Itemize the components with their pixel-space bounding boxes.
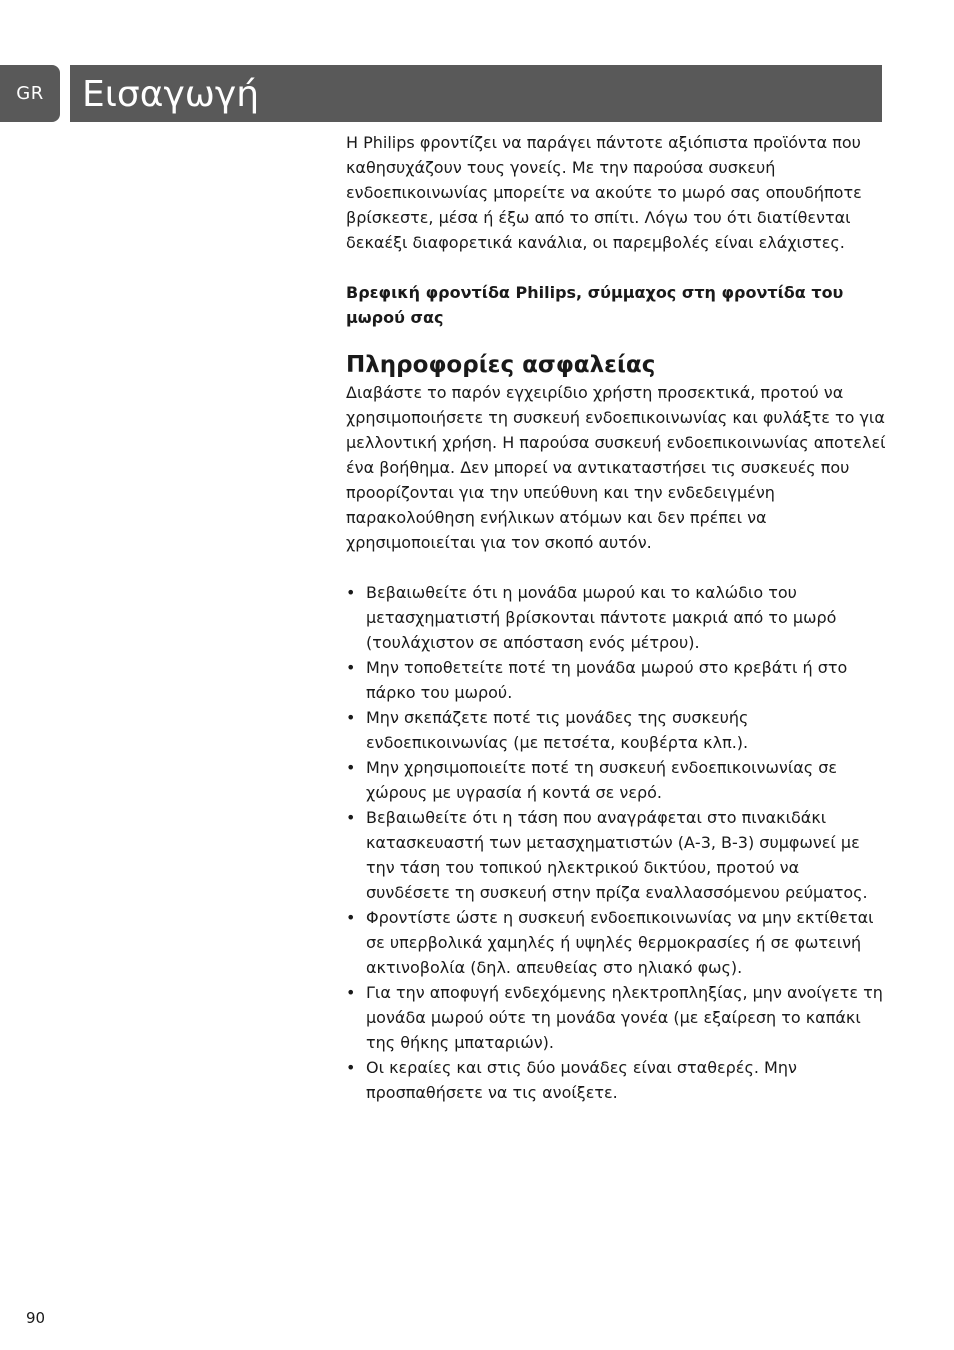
title-bar: [70, 65, 882, 122]
bullet-item: • Φροντίστε ώστε η συσκευή ενδοεπικοινωνίας να μην εκτίθεται σε υπερβολικά χαμηλές ή υψηλές θερμοκρασίες ή σε φωτεινή ακτινοβολία (δηλ. απευθείας στο ηλιακό φως).: [346, 905, 886, 980]
safety-intro-paragraph: Διαβάστε το παρόν εγχειρίδιο χρήστη προσεκτικά, προτού να χρησιμοποιήσετε τη συσκευή ενδοεπικοινωνίας και φυλάξτε το για μελλοντική χρήση. Η παρούσα συσκευή ενδοεπικοινωνίας αποτελεί ένα βοήθημα. Δεν μπορεί να αντικαταστήσει τις συσκευές που προορίζονται για την υπεύθυνη και την ενδεδειγμένη παρακολούθηση ενήλικων ατόμων και δεν πρέπει να χρησιμοποιείται για τον σκοπό αυτόν.: [346, 383, 886, 552]
page-title: Εισαγωγή: [82, 74, 260, 115]
bullet-item: • Μην σκεπάζετε ποτέ τις μονάδες της συσκευής ενδοεπικοινωνίας (με πετσέτα, κουβέρτα κλπ.).: [346, 705, 886, 755]
bullet-item: • Βεβαιωθείτε ότι η τάση που αναγράφεται στο πινακιδάκι κατασκευαστή των μετασχηματιστών (Α-3, Β-3) συμφωνεί με την τάση του τοπικού ηλεκτρικού δικτύου, προτού να συνδέσετε τη συσκευή στην πρίζα εναλλασσόμενου ρεύματος.: [346, 805, 886, 905]
tagline: Βρεφική φροντίδα Philips, σύμμαχος στη φροντίδα του μωρού σας: [346, 283, 844, 327]
bullet-item: • Βεβαιωθείτε ότι η μονάδα μωρού και το καλώδιο του μετασχηματιστή βρίσκονται πάντοτε μακριά από το μωρό (τουλάχιστον σε απόσταση ενός μέτρου).: [346, 580, 886, 655]
safety-section-title: Πληροφορίες ασφαλείας: [346, 352, 656, 378]
bullet-item: • Μην τοποθετείτε ποτέ τη μονάδα μωρού στο κρεβάτι ή στο πάρκο του μωρού.: [346, 655, 886, 705]
intro-paragraph: Η Philips φροντίζει να παράγει πάντοτε αξιόπιστα προϊόντα που καθησυχάζουν τους γονείς. Με την παρούσα συσκευή ενδοεπικοινωνίας μπορείτε να ακούτε το μωρό σας οπουδήποτε βρίσκεστε, μέσα ή έξω από το σπίτι. Λόγω του ότι διατίθενται δεκαέξι διαφορετικά κανάλια, οι παρεμβολές είναι ελάχιστες.: [346, 133, 862, 252]
language-tab: GR: [0, 65, 60, 122]
page-number: 90: [26, 1309, 46, 1327]
main-content: [346, 130, 886, 1105]
bullet-item: • Μην χρησιμοποιείτε ποτέ τη συσκευή ενδοεπικοινωνίας σε χώρους με υγρασία ή κοντά σε νερό.: [346, 755, 886, 805]
bullet-item: • Για την αποφυγή ενδεχόμενης ηλεκτροπληξίας, μην ανοίγετε τη μονάδα μωρού ούτε τη μονάδα γονέα (με εξαίρεση το καπάκι της θήκης μπαταριών).: [346, 980, 886, 1055]
safety-bullet-list: [346, 580, 886, 1105]
bullet-item: • Οι κεραίες και στις δύο μονάδες είναι σταθερές. Μην προσπαθήσετε να τις ανοίξετε.: [346, 1055, 886, 1105]
